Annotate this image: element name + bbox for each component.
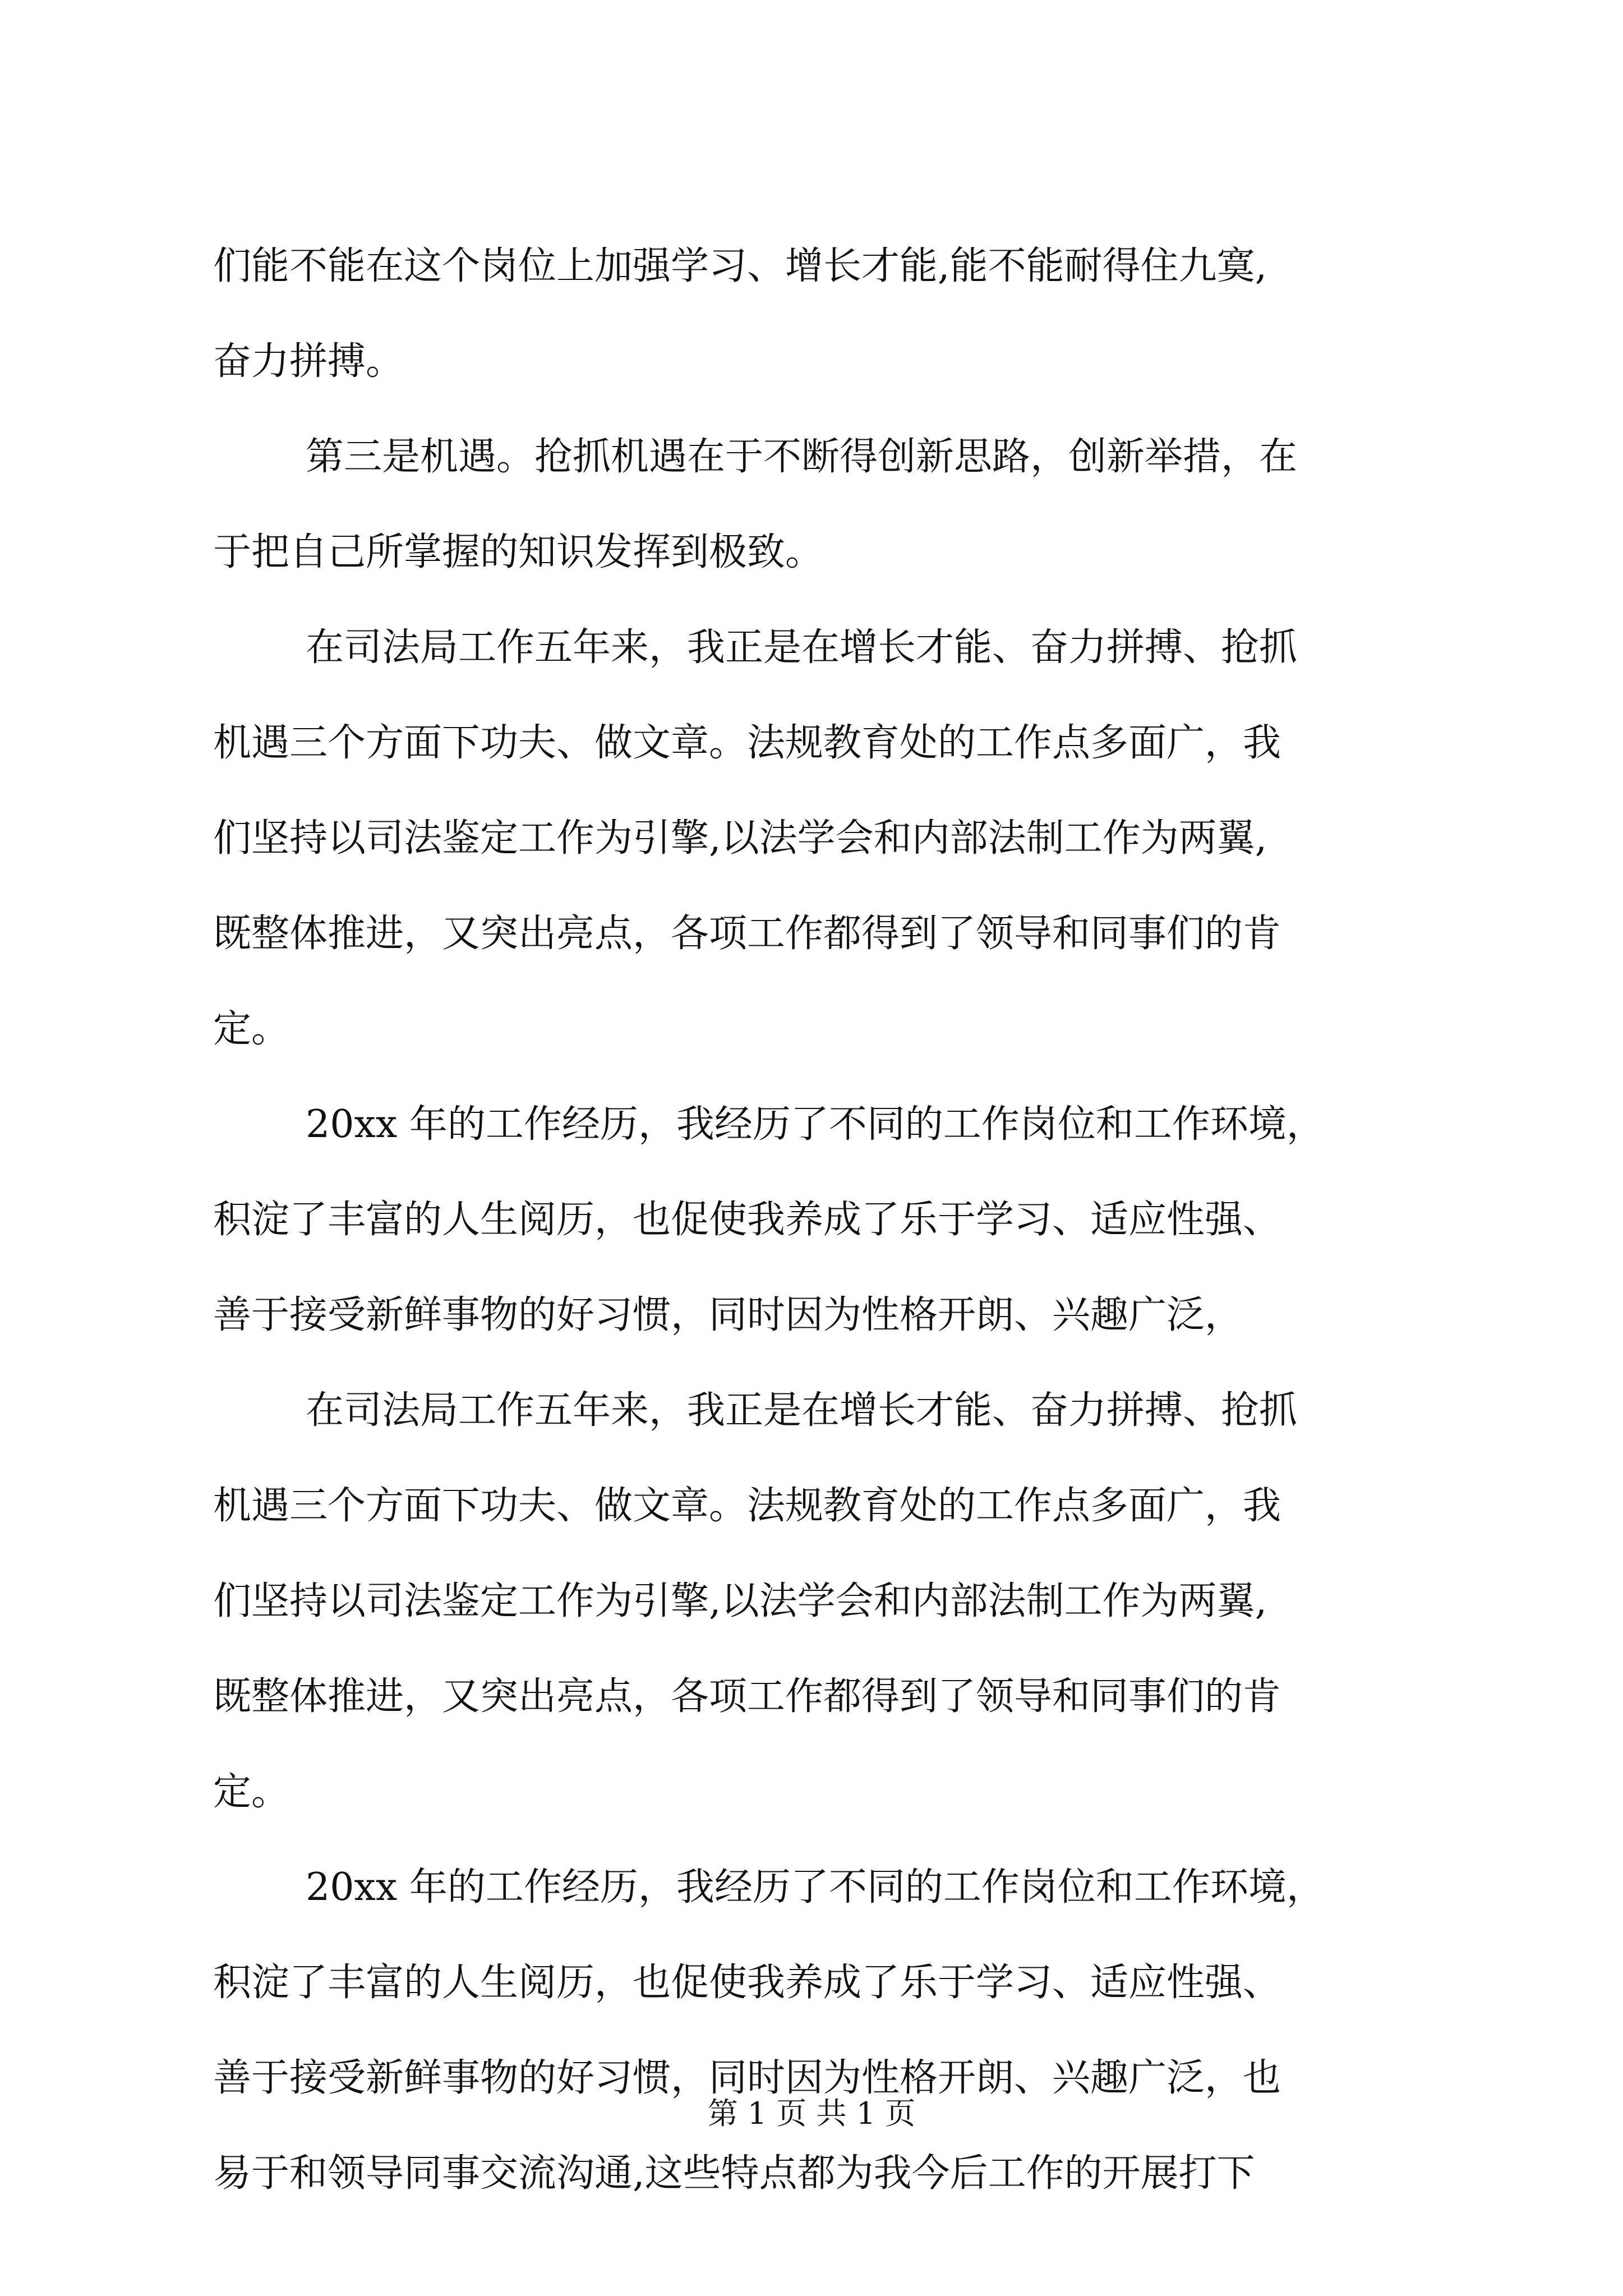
text-line-14: 机遇三个方面下功夫、做文章。法规教育处的工作点多面广，我: [213, 1484, 1281, 1528]
document-body: [213, 219, 1447, 2221]
text-line-21: 易于和领导同事交流沟通,这些特点都为我今后工作的开展打下: [213, 2151, 1255, 2196]
text-line-17: 定。: [213, 1770, 290, 1814]
text-line-9: 定。: [213, 1007, 290, 1051]
page-footer: [0, 2091, 1623, 2136]
text-line-5: 在司法局工作五年来，我正是在增长才能、奋力拼搏、抢抓: [306, 625, 1298, 670]
text-line-3: 第三是机遇。抢抓机遇在于不断得创新思路，创新举措，在: [306, 435, 1298, 479]
text-line-19: 积淀了丰富的人生阅历，也促使我养成了乐于学习、适应性强、: [213, 1961, 1281, 2005]
text-line-18: 20xx 年的工作经历，我经历了不同的工作岗位和工作环境，: [306, 1865, 1325, 1910]
text-line-11: 积淀了丰富的人生阅历，也促使我养成了乐于学习、适应性强、: [213, 1198, 1281, 1242]
page-number-label: 第 1 页 共 1 页: [707, 2096, 916, 2131]
text-line-6: 机遇三个方面下功夫、做文章。法规教育处的工作点多面广，我: [213, 721, 1281, 765]
text-line-16: 既整体推进，又突出亮点，各项工作都得到了领导和同事们的肯: [213, 1674, 1281, 1719]
text-line-1: 们能不能在这个岗位上加强学习、增长才能,能不能耐得住九寞,: [213, 244, 1267, 288]
text-line-8: 既整体推进，又突出亮点，各项工作都得到了领导和同事们的肯: [213, 912, 1281, 956]
text-line-20: 善于接受新鲜事物的好习惯，同时因为性格开朗、兴趣广泛，也: [213, 2056, 1281, 2100]
text-line-13: 在司法局工作五年来，我正是在增长才能、奋力拼搏、抢抓: [306, 1388, 1298, 1433]
text-line-2: 奋力拼搏。: [213, 339, 404, 384]
text-line-10: 20xx 年的工作经历，我经历了不同的工作岗位和工作环境，: [306, 1102, 1325, 1147]
text-line-4: 于把自己所掌握的知识发挥到极致。: [213, 530, 824, 574]
text-line-12: 善于接受新鲜事物的好习惯，同时因为性格开朗、兴趣广泛，: [213, 1293, 1243, 1337]
text-line-7: 们坚持以司法鉴定工作为引擎,以法学会和内部法制工作为两翼,: [213, 816, 1267, 861]
text-line-15: 们坚持以司法鉴定工作为引擎,以法学会和内部法制工作为两翼,: [213, 1579, 1267, 1623]
